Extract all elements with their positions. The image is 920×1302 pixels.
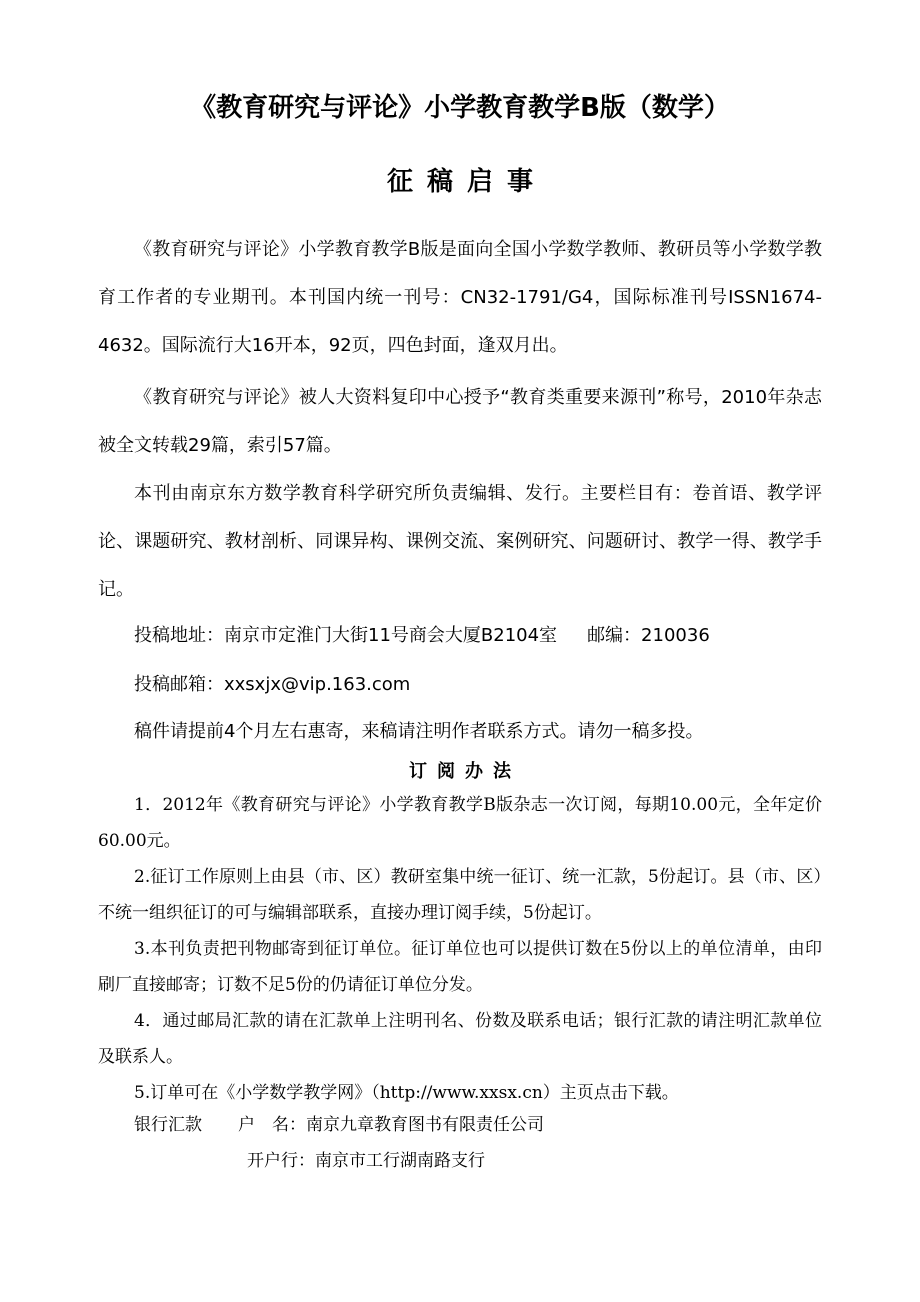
bank-branch-label: 开户行： [247, 1151, 315, 1171]
account-name-label: 户 名： [238, 1115, 306, 1135]
subscription-item-1: 1．2012年《教育研究与评论》小学教育教学B版杂志一次订阅，每期10.00元，全年定价60.00元。 [98, 795, 822, 851]
submission-address: 投稿地址：南京市定淮门大街11号商会大厦B2104室 [134, 625, 558, 646]
subscription-item-5: 5.订单可在《小学数学教学网》（http://www.xxsx.cn）主页点击下载。 [134, 1083, 679, 1103]
account-name: 南京九章教育图书有限责任公司 [306, 1115, 544, 1135]
bank-label: 银行汇款 [134, 1115, 202, 1135]
submission-email: 投稿邮箱：xxsxjx@vip.163.com [134, 674, 411, 695]
submission-notice: 稿件请提前4个月左右惠寄，来稿请注明作者联系方式。请勿一稿多投。 [134, 721, 704, 742]
subscription-item-4: 4．通过邮局汇款的请在汇款单上注明刊名、份数及联系电话；银行汇款的请注明汇款单位及联系人。 [98, 1011, 822, 1067]
page-subtitle: 征稿启事 [386, 167, 547, 197]
postcode: 邮编：210036 [587, 625, 710, 646]
recognition-paragraph: 《教育研究与评论》被人大资料复印中心授予“教育类重要来源刊”称号，2010年杂志被全文转载29篇，索引57篇。 [98, 387, 822, 456]
subscription-item-3: 3.本刊负责把刊物邮寄到征订单位。征订单位也可以提供订数在5份以上的单位清单，由印刷厂直接邮寄；订数不足5份的仍请征订单位分发。 [98, 939, 822, 995]
bank-branch-name: 南京市工行湖南路支行 [315, 1151, 485, 1171]
subscription-item-2: 2.征订工作原则上由县（市、区）教研室集中统一征订、统一汇款，5份起订。县（市、区）不统一组织征订的可与编辑部联系，直接办理订阅手续，5份起订。 [98, 867, 822, 923]
subscription-title: 订阅办法 [409, 761, 521, 782]
intro-paragraph: 《教育研究与评论》小学教育教学B版是面向全国小学数学教师、教研员等小学数学教育工作者的专业期刊。本刊国内统一刊号：CN32-1791/G4，国际标准刊号ISSN1674-4632。国际流行大16开本，92页，四色封面，逢双月出。 [98, 239, 822, 356]
bank-account-line [134, 1107, 544, 1143]
columns-paragraph: 本刊由南京东方数学教育科学研究所负责编辑、发行。主要栏目有：卷首语、教学评论、课题研究、教材剖析、同课异构、课例交流、案例研究、问题研讨、教学一得、教学手记。 [98, 483, 822, 600]
bank-branch-line [247, 1143, 485, 1179]
page-title: 《教育研究与评论》小学教育教学B版（数学） [190, 93, 730, 123]
submission-address-line [134, 612, 710, 660]
